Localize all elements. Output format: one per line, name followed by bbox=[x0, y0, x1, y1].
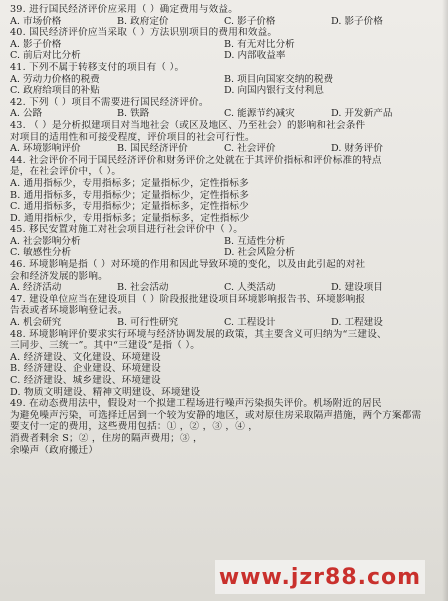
question-text: 46. 环境影响是指（ ）对环境的作用和因此导致环境的变化，以及由此引起的对社 bbox=[10, 259, 366, 271]
question-text: 为避免噪声污染，可选择迁居到一个较为安静的地区，或对原住房采取隔声措施，两个方案都需 bbox=[10, 409, 422, 421]
option: C. 社会评价 bbox=[224, 143, 276, 155]
question-text: 41. 下列不属于转移支付的项目有（ ）。 bbox=[10, 61, 185, 73]
option: B. 政府定价 bbox=[117, 15, 169, 27]
option: A. 公路 bbox=[10, 108, 43, 120]
option: C. 人类活动 bbox=[224, 282, 276, 294]
options-row bbox=[10, 39, 438, 51]
option: A. 影子价格 bbox=[10, 38, 62, 50]
page-fold-shadow bbox=[442, 0, 448, 601]
option: B. 可行性研究 bbox=[117, 317, 179, 329]
option: B. 铁路 bbox=[117, 108, 150, 120]
question-text: 是，在社会评价中，（ ）。 bbox=[10, 166, 122, 178]
question-text: 三同步、三统一”。其中“三建设”是指（ ）。 bbox=[10, 340, 201, 352]
option: C. 影子价格 bbox=[224, 15, 276, 27]
question-text: 44. 社会评价不同于国民经济评价和财务评价之处就在于其评价指标和评价标准的特点 bbox=[10, 154, 382, 166]
option: B. 项目向国家交纳的税费 bbox=[224, 73, 334, 85]
option: B. 有无对比分析 bbox=[224, 38, 295, 50]
option: C. 敏感性分析 bbox=[10, 247, 72, 259]
options-row bbox=[10, 16, 438, 28]
options-row bbox=[10, 74, 438, 86]
option: D. 建设项目 bbox=[331, 282, 383, 294]
option: D. 社会风险分析 bbox=[224, 247, 296, 259]
question-1 bbox=[10, 4, 438, 27]
question-text: 40. 国民经济评价应当采取（ ）方法识别项目的费用和效益。 bbox=[10, 27, 278, 39]
question-3 bbox=[10, 62, 438, 97]
option: C. 工程设计 bbox=[224, 317, 276, 329]
question-text: 告表或者环境影响登记表。 bbox=[10, 305, 128, 317]
question-4 bbox=[10, 97, 438, 120]
option: D. 工程建设 bbox=[331, 317, 383, 329]
option: A. 社会影响分析 bbox=[10, 235, 81, 247]
question-text: 43. （ ）是分析拟建项目对当地社会（或区及地区、乃至社会）的影响和社会条件 bbox=[10, 119, 366, 131]
options-row bbox=[10, 247, 438, 259]
question-11 bbox=[10, 398, 438, 456]
option: A. 市场价格 bbox=[10, 15, 62, 27]
watermark-stamp: www.jzr88.com bbox=[215, 560, 425, 594]
option: C. 能源节约减灾 bbox=[224, 108, 295, 120]
option: D. 开发新产品 bbox=[331, 108, 393, 120]
question-text: 39. 进行国民经济评价应采用（ ）确定费用与效益。 bbox=[10, 4, 239, 15]
options-row bbox=[10, 282, 438, 294]
question-text: 余噪声（政府搬迁） bbox=[10, 444, 99, 456]
options-row bbox=[10, 317, 438, 329]
options-row bbox=[10, 236, 438, 248]
option: B. 社会活动 bbox=[117, 282, 169, 294]
question-text: 42. 下列（ ）项目不需要进行国民经济评价。 bbox=[10, 96, 209, 108]
option: A. 劳动力价格的税费 bbox=[10, 73, 100, 85]
option: A. 通用指标少，专用指标多；定量指标少，定性指标多 bbox=[10, 177, 249, 189]
question-8 bbox=[10, 259, 438, 294]
option: B. 经济建设、企业建设、环境建设 bbox=[10, 363, 161, 375]
question-text: 49. 在动态费用法中，假设对一个拟建工程场进行噪声污染损失评价。机场附近的居民 bbox=[10, 398, 382, 410]
question-5 bbox=[10, 120, 438, 155]
option: C. 经济建设、城乡建设、环境建设 bbox=[10, 375, 161, 386]
option: D. 影子价格 bbox=[331, 15, 383, 27]
question-text: 要支付一定的费用，这些费用包括：① ，② ，③ ，④ ， bbox=[10, 421, 259, 433]
option: D. 物质文明建设、精神文明建设、环境建设 bbox=[10, 386, 201, 398]
option: C. 通用指标多，专用指标少；定量指标多，定性指标少 bbox=[10, 201, 249, 213]
question-text: 消费者剩余 S；② ，住房的隔声费用；③ ， bbox=[10, 432, 203, 444]
question-text: 45. 移民安置对施工对社会项目进行社会评价中（ ）。 bbox=[10, 224, 244, 236]
question-10 bbox=[10, 329, 438, 399]
option: D. 财务评价 bbox=[331, 143, 383, 155]
option: A. 环境影响评价 bbox=[10, 143, 81, 155]
options-row bbox=[10, 143, 438, 155]
option: D. 向国内银行支付利息 bbox=[224, 85, 324, 97]
option: D. 内部收益率 bbox=[224, 50, 286, 62]
option: B. 国民经济评价 bbox=[117, 143, 188, 155]
question-text: 会和经济发展的影响。 bbox=[10, 270, 108, 282]
question-text: 48. 环境影响评价要求实行环境与经济协调发展的政策，其主要含义可归纳为“三建设、 bbox=[10, 328, 387, 340]
option: A. 机会研究 bbox=[10, 317, 62, 329]
option: B. 互适性分析 bbox=[224, 235, 286, 247]
question-2 bbox=[10, 27, 438, 62]
option: C. 前后对比分析 bbox=[10, 50, 81, 62]
option: C. 政府给项目的补贴 bbox=[10, 85, 100, 97]
options-row bbox=[10, 50, 438, 62]
option: A. 经济建设、文化建设、环境建设 bbox=[10, 351, 161, 363]
option: B. 通用指标多，专用指标少；定量指标少，定性指标多 bbox=[10, 189, 250, 201]
question-7 bbox=[10, 224, 438, 259]
options-row bbox=[10, 108, 438, 120]
option: A. 经济活动 bbox=[10, 282, 62, 294]
options-row bbox=[10, 85, 438, 97]
question-text: 47. 建设单位应当在建设项目（ ）阶段报批建设项目环境影响报告书、环境影响报 bbox=[10, 293, 366, 305]
question-9 bbox=[10, 294, 438, 329]
option: D. 通用指标少，专用指标多；定量指标多，定性指标少 bbox=[10, 212, 250, 224]
question-text: 对项目的适用性和可接受程度，评价项目的社会可行性。 bbox=[10, 131, 255, 143]
question-6 bbox=[10, 155, 438, 225]
